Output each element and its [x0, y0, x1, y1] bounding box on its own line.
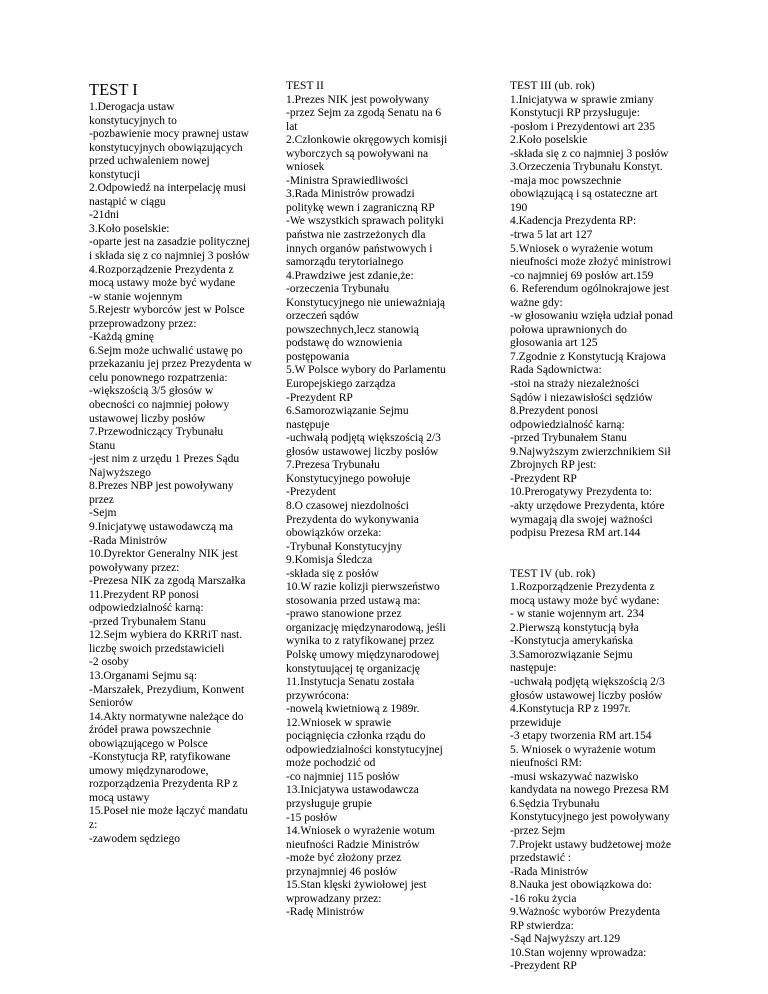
text-line: -Prezesa NIK za zgodą Marszałka — [89, 575, 246, 588]
text-line: 11.Prezydent RP ponosi — [89, 588, 199, 601]
text-line: przysługuje grupie — [286, 797, 372, 810]
text-line: -Trybunał Konstytucyjny — [286, 540, 403, 553]
text-line: obowiązków orzeka: — [286, 527, 382, 540]
text-line: Konstytucyjnego powołuje — [286, 472, 411, 485]
text-line: orzeczeń sądów — [286, 310, 360, 323]
text-line: głosów ustawowej liczby posłów — [510, 689, 663, 702]
text-line: rozporządzenia Prezydenta RP z — [89, 778, 238, 791]
text-line: -składa się z posłów — [286, 567, 379, 580]
text-line: -musi wskazywać nazwisko — [510, 770, 639, 783]
test-4-title: TEST IV (ub. rok) — [510, 567, 596, 580]
text-line: nieufności Radzie Ministrów — [286, 838, 420, 851]
test-1-title: TEST I — [89, 80, 138, 99]
text-line: z: — [89, 818, 98, 831]
text-line: przewiduje — [510, 716, 562, 729]
text-line: -uchwałą podjętą większością 2/3 — [286, 432, 441, 445]
text-line: powoływany przez: — [89, 561, 180, 574]
text-line: ustawowej liczby posłów — [89, 412, 206, 425]
text-line: konstytuującej tę organizację — [286, 662, 420, 675]
text-line: -przed Trybunałem Stanu — [510, 432, 627, 445]
text-line: organizację międzynarodową, jeśli — [286, 621, 446, 634]
text-line: mocą ustawy może być wydane: — [510, 594, 660, 607]
text-line: -21dni — [89, 209, 120, 222]
text-line: 8.Prezes NBP jest powoływany — [89, 480, 234, 493]
text-line: -Rada Ministrów — [510, 865, 589, 878]
text-line: wymagają dla swojej ważności — [510, 513, 653, 526]
text-line: liczbę swoich przedstawicieli — [89, 642, 225, 655]
text-line: powszechnych,lecz stanowią — [286, 323, 419, 336]
text-line: 10.Dyrektor Generalny NIK jest — [89, 548, 238, 561]
text-line: Prezydenta do wykonywania — [286, 513, 419, 526]
block-gap — [510, 541, 688, 568]
text-line: Stanu — [89, 439, 116, 452]
text-line: następuje — [286, 418, 330, 431]
column-test-3-4 — [510, 80, 688, 974]
text-line: 1.Derogacja ustaw — [89, 101, 175, 113]
text-line: -przez Sejm — [510, 824, 566, 837]
text-line: 5.W Polsce wybory do Parlamentu — [286, 364, 446, 377]
text-line: połowa uprawnionych do — [510, 323, 627, 336]
text-line: 5.Wniosek o wyrażenie wotum — [510, 242, 654, 255]
text-line: -Każdą gminę — [89, 331, 154, 344]
text-line: -Konstytucja amerykańska — [510, 635, 633, 648]
text-line: 7.Prezesa Trybunału — [286, 459, 380, 472]
text-line: przekazaniu jej przez Prezydenta w — [89, 358, 252, 371]
text-line: wniosek — [286, 161, 325, 174]
text-line: -co najmniej 69 posłów art.159 — [510, 269, 654, 282]
text-line: 7.Przewodniczący Trybunału — [89, 426, 224, 439]
text-line: 14.Wniosek o wyrażenie wotum — [286, 825, 435, 838]
text-line: wprowadzany przez: — [286, 892, 382, 905]
text-line: -w stanie wojennym — [89, 290, 183, 303]
text-line: -prawo stanowione przez — [286, 608, 402, 621]
text-line: nastąpić w ciągu — [89, 195, 166, 208]
text-line: 12.Sejm wybiera do KRRiT nast. — [89, 629, 243, 642]
text-line: podpisu Prezesa RM art.144 — [510, 527, 641, 540]
text-line: i składa się z co najmniej 3 posłów — [89, 250, 250, 263]
text-line: innych organów państwowych i — [286, 242, 433, 255]
text-line: 1.Rozporządzenie Prezydenta z — [510, 581, 655, 594]
text-line: 6.Sędzia Trybunału — [510, 797, 600, 810]
text-line: -Konstytucja RP, ratyfikowane — [89, 751, 231, 764]
text-line: -Prezydent RP — [286, 391, 353, 404]
text-line: odpowiedzialność karną: — [510, 418, 625, 431]
text-line: -składa się z co najmniej 3 posłów — [510, 147, 669, 160]
text-line: 2.Koło poselskie — [510, 134, 588, 147]
text-line: RP stwierdza: — [510, 919, 574, 932]
text-line: wynika to z ratyfikowanej przez — [286, 635, 435, 648]
text-line: -w głosowaniu wzięła udział ponad — [510, 310, 673, 323]
text-line: wyborczych są powoływani na — [286, 147, 429, 160]
text-line: Rada Sądownictwa: — [510, 364, 602, 377]
text-line: stosowania przed ustawą ma: — [286, 594, 421, 607]
text-line: 3.Orzeczenia Trybunału Konstyt. — [510, 161, 663, 174]
test-1-lines — [89, 101, 267, 846]
text-line: -zawodem sędziego — [89, 832, 181, 845]
text-line: lat — [286, 120, 298, 133]
text-line: 13.Organami Sejmu są: — [89, 669, 198, 682]
text-line: Europejskiego zarządza — [286, 378, 396, 391]
text-line: 2.Odpowiedź na interpelację musi — [89, 182, 247, 195]
text-line: 8.Nauka jest obowiązkowa do: — [510, 879, 652, 892]
text-line: -Marszałek, Prezydium, Konwent — [89, 683, 245, 696]
text-line: 1.Inicjatywa w sprawie zmiany — [510, 93, 654, 106]
text-line: 6. Referendum ogólnokrajowe jest — [510, 283, 670, 296]
text-line: - w stanie wojennym art. 234 — [510, 608, 645, 621]
text-line: Konstytucyjnego jest powoływany — [510, 811, 670, 824]
text-line: -pozbawienie mocy prawnej ustaw — [89, 128, 249, 141]
text-line: 4.Prawdziwe jest zdanie,że: — [286, 269, 414, 282]
text-line: Seniorów — [89, 697, 134, 710]
text-line: -co najmniej 115 posłów — [286, 770, 400, 783]
text-line: Najwyższego — [89, 466, 151, 479]
text-line: ważne gdy: — [510, 296, 563, 309]
text-line: może pochodzić od — [286, 757, 376, 770]
text-line: 14.Akty normatywne należące do — [89, 710, 244, 723]
text-line: 9.Ważnośc wyborów Prezydenta — [510, 906, 661, 919]
text-line: 9.Inicjatywę ustawodawczą ma — [89, 520, 234, 533]
text-line: politykę wewn i zagraniczną RP — [286, 201, 435, 214]
text-line: mocą ustawy — [89, 791, 150, 804]
text-line: Konstytucyjnego nie unieważniają — [286, 296, 446, 309]
text-line: źródeł prawa powszechnie — [89, 724, 211, 737]
text-line: -przez Sejm za zgodą Senatu na 6 — [286, 107, 442, 120]
test-3-title: TEST III (ub. rok) — [510, 80, 595, 92]
text-line: następuje: — [510, 662, 557, 675]
text-line: 7.Projekt ustawy budżetowej może — [510, 838, 671, 851]
text-line: 13.Inicjatywa ustawodawcza — [286, 784, 419, 797]
text-line: -trwa 5 lat art 127 — [510, 229, 593, 242]
text-line: -oparte jest na zasadzie politycznej — [89, 236, 250, 249]
text-line: przywrócona: — [286, 689, 350, 702]
text-line: 3.Koło poselskie: — [89, 222, 170, 235]
text-line: obecności co najmniej połowy — [89, 399, 230, 412]
text-line: 6.Sejm może uchwalić ustawę po — [89, 344, 243, 357]
text-line: 9.Najwyższym zwierzchnikiem Sił — [510, 445, 671, 458]
text-line: -3 etapy tworzenia RM art.154 — [510, 730, 652, 743]
text-line: 2.Członkowie okręgowych komisji — [286, 134, 448, 147]
text-line: postępowania — [286, 350, 350, 363]
text-line: Polskę umowy międzynarodowej — [286, 648, 440, 661]
text-line: konstytucyjnych obowiązujących — [89, 141, 243, 154]
text-line: odpowiedzialności konstytucyjnej — [286, 743, 443, 756]
text-line: Konstytucji RP przysługuje: — [510, 107, 640, 120]
text-line: celu ponownego rozpatrzenia: — [89, 371, 228, 384]
text-line: umowy międzynarodowe, — [89, 764, 209, 777]
test-4-lines — [510, 581, 688, 974]
text-line: głosowania art 125 — [510, 337, 598, 350]
text-line: -Prezydent — [286, 486, 336, 499]
text-line: -posłom i Prezydentowi art 235 — [510, 120, 656, 133]
text-line: konstytucji — [89, 168, 141, 181]
text-line: -Sąd Najwyższy art.129 — [510, 933, 621, 946]
text-line: 6.Samorozwiązanie Sejmu — [286, 405, 409, 418]
text-line: -nowelą kwietniową z 1989r. — [286, 703, 420, 716]
text-line: konstytucyjnych to — [89, 114, 177, 127]
text-line: podstawę do wznowienia — [286, 337, 403, 350]
text-line: przed uchwaleniem nowej — [89, 155, 210, 168]
text-line: państwa nie zastrzeżonych dla — [286, 229, 426, 242]
text-line: 4.Rozporządzenie Prezydenta z — [89, 263, 234, 276]
text-line: 8.Prezydent ponosi — [510, 405, 599, 418]
text-line: 5.Rejestr wyborców jest w Polsce — [89, 304, 245, 317]
text-line: -akty urzędowe Prezydenta, które — [510, 499, 665, 512]
text-line: -We wszystkich sprawach polityki — [286, 215, 444, 228]
text-line: samorządu terytorialnego — [286, 256, 404, 269]
text-line: 3.Rada Ministrów prowadzi — [286, 188, 415, 201]
text-line: -Sejm — [89, 507, 117, 520]
test-3-lines — [510, 94, 688, 541]
text-line: 10.Prerogatywy Prezydenta to: — [510, 486, 653, 499]
text-line: 5. Wniosek o wyrażenie wotum — [510, 743, 656, 756]
text-line: -orzeczenia Trybunału — [286, 283, 390, 296]
text-line: głosów ustawowej liczby posłów — [286, 445, 439, 458]
text-line: -może być złożony przez — [286, 852, 402, 865]
text-line: przynajmniej 46 posłów — [286, 865, 398, 878]
text-line: -jest nim z urzędu 1 Prezes Sądu — [89, 453, 240, 466]
text-line: -uchwałą podjętą większością 2/3 — [510, 675, 665, 688]
text-line: 15.Stan klęski żywiołowej jest — [286, 879, 427, 892]
text-line: -maja moc powszechnie — [510, 174, 622, 187]
text-line: 3.Samorozwiązanie Sejmu — [510, 648, 633, 661]
text-line: 7.Zgodnie z Konstytucją Krajowa — [510, 350, 666, 363]
text-line: 4.Kadencja Prezydenta RP: — [510, 215, 637, 228]
text-line: przez — [89, 493, 114, 506]
text-line: 190 — [510, 201, 528, 214]
text-line: 10.Stan wojenny wprowadza: — [510, 946, 647, 959]
text-line: 12.Wniosek w sprawie — [286, 716, 392, 729]
text-line: -15 posłów — [286, 811, 338, 824]
text-line: -Prezydent RP — [510, 960, 577, 973]
text-line: -Prezydent RP — [510, 472, 577, 485]
text-line: -większością 3/5 głosów w — [89, 385, 214, 398]
column-test-1 — [89, 81, 267, 846]
text-line: -stoi na straży niezależności — [510, 378, 640, 391]
text-line: 10.W razie kolizji pierwszeństwo — [286, 581, 440, 594]
text-line: przedstawić : — [510, 852, 571, 865]
text-line: 4.Konstytucja RP z 1997r. — [510, 703, 631, 716]
text-line: 8.O czasowej niezdolności — [286, 499, 409, 512]
text-line: Zbrojnych RP jest: — [510, 459, 597, 472]
text-line: 15.Poseł nie może łączyć mandatu — [89, 805, 248, 818]
text-line: pociągnięcia członka rządu do — [286, 730, 426, 743]
text-line: -przed Trybunałem Stanu — [89, 615, 206, 628]
test-2-title: TEST II — [286, 80, 324, 92]
column-test-2 — [286, 80, 464, 920]
text-line: obowiązującego w Polsce — [89, 737, 208, 750]
text-line: -Rada Ministrów — [89, 534, 168, 547]
text-line: 1.Prezes NIK jest powoływany — [286, 93, 430, 106]
text-line: 2.Pierwszą konstytucją była — [510, 621, 639, 634]
text-line: -Radę Ministrów — [286, 906, 365, 919]
text-line: odpowiedzialność karną: — [89, 602, 204, 615]
text-line: nieufności RM: — [510, 757, 582, 770]
text-line: -Ministra Sprawiedliwości — [286, 174, 409, 187]
text-line: 11.Instytucja Senatu została — [286, 676, 415, 689]
text-line: nieufności może złożyć ministrowi — [510, 256, 672, 269]
test-2-lines — [286, 94, 464, 920]
text-line: przeprowadzony przez: — [89, 317, 197, 330]
text-line: -16 roku życia — [510, 892, 577, 905]
text-line: Sądów i niezawisłości sędziów — [510, 391, 653, 404]
text-line: obowiązującą i są ostateczne art — [510, 188, 658, 201]
text-line: -2 osoby — [89, 656, 129, 669]
text-line: 9.Komisja Śledcza — [286, 554, 373, 567]
text-line: kandydata na nowego Prezesa RM — [510, 784, 670, 797]
text-line: mocą ustawy może być wydane — [89, 277, 236, 290]
